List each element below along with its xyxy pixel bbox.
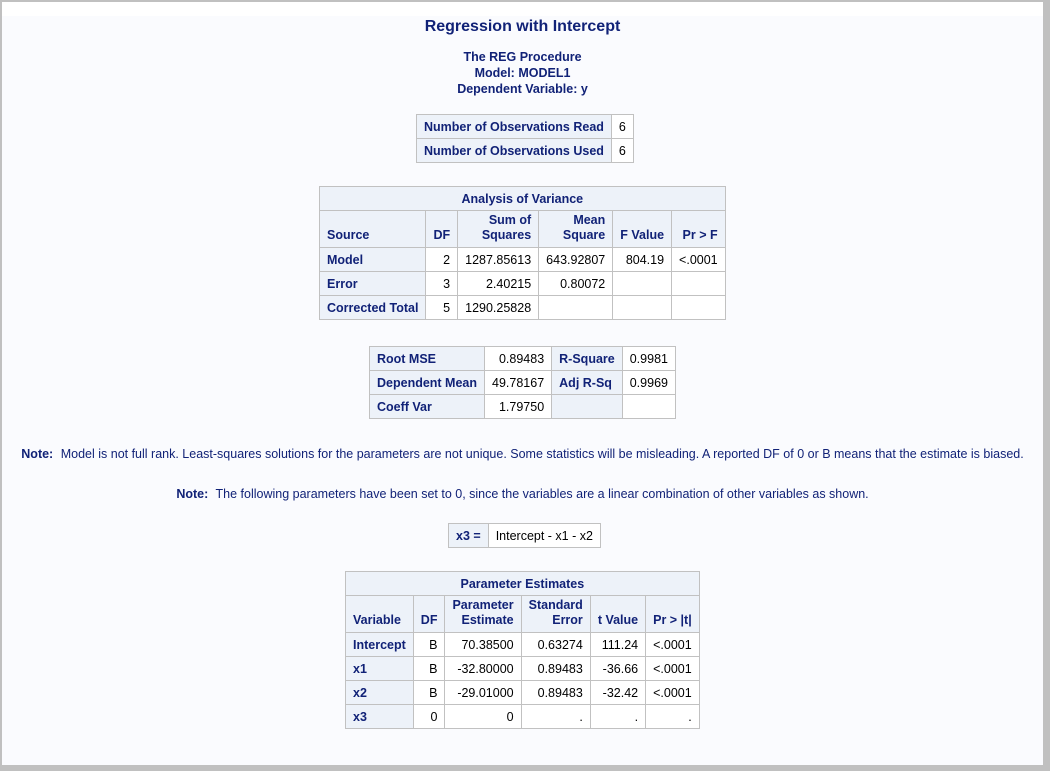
model-name: Model: MODEL1: [474, 66, 571, 80]
linear-combination-table: [448, 523, 601, 548]
row-header: x2: [346, 681, 414, 705]
cell: 6: [611, 115, 633, 139]
cell: 3: [426, 272, 458, 296]
cell: <.0001: [646, 681, 700, 705]
cell: 1290.25828: [458, 296, 539, 320]
column-header: [445, 596, 521, 633]
note-text: Model is not full rank. Least-squares solutions for the parameters are not unique. Some statistics will be misleading. A reported DF of 0 or B means that the estimate is biased.: [60, 447, 1024, 461]
table-row: [346, 681, 700, 705]
column-header: Pr > |t|: [646, 596, 700, 633]
table-row: [346, 633, 700, 657]
cell: 111.24: [590, 633, 645, 657]
cell: Intercept - x1 - x2: [488, 524, 600, 548]
cell: 0: [445, 705, 521, 729]
cell: [613, 272, 672, 296]
cell: 0.63274: [521, 633, 590, 657]
cell: 1287.85613: [458, 248, 539, 272]
cell: -36.66: [590, 657, 645, 681]
cell: 5: [426, 296, 458, 320]
cell: .: [590, 705, 645, 729]
row-header: Model: [320, 248, 426, 272]
note-label: Note:: [21, 447, 54, 461]
procedure-name: The REG Procedure: [463, 50, 582, 64]
row-header: Error: [320, 272, 426, 296]
column-header: Pr > F: [672, 211, 726, 248]
column-header: Variable: [346, 596, 414, 633]
column-header: F Value: [613, 211, 672, 248]
cell: 0.80072: [539, 272, 613, 296]
cell: 0.9981: [622, 347, 675, 371]
header-row: [346, 596, 700, 633]
procedure-info: [2, 49, 1043, 97]
cell: 49.78167: [485, 371, 552, 395]
column-header: DF: [426, 211, 458, 248]
cell: <.0001: [646, 633, 700, 657]
row-header: R-Square: [552, 347, 623, 371]
table-row: [320, 296, 726, 320]
cell: B: [413, 681, 445, 705]
table-row: [370, 371, 676, 395]
cell: <.0001: [672, 248, 726, 272]
cell: 2: [426, 248, 458, 272]
cell: 643.92807: [539, 248, 613, 272]
cell: 0.89483: [521, 657, 590, 681]
column-header: Source: [320, 211, 426, 248]
header-row: [320, 211, 726, 248]
cell: .: [521, 705, 590, 729]
table-row: [370, 395, 676, 419]
cell: 804.19: [613, 248, 672, 272]
header-line: Square: [562, 228, 606, 242]
row-header: Number of Observations Read: [417, 115, 612, 139]
cell: 0.89483: [521, 681, 590, 705]
cell: -29.01000: [445, 681, 521, 705]
cell: 70.38500: [445, 633, 521, 657]
row-header: Root MSE: [370, 347, 485, 371]
table-row: [417, 115, 634, 139]
cell: 0.89483: [485, 347, 552, 371]
cell: 6: [611, 139, 633, 163]
note-text: The following parameters have been set to 0, since the variables are a linear combination of other variables as shown.: [215, 487, 869, 501]
table-row: [417, 139, 634, 163]
fit-statistics-table: [369, 346, 676, 419]
table-row: [449, 524, 601, 548]
row-header: Corrected Total: [320, 296, 426, 320]
row-header: x3 =: [449, 524, 489, 548]
table-row: [320, 272, 726, 296]
cell: <.0001: [646, 657, 700, 681]
observations-table: [416, 114, 634, 163]
row-header: Adj R-Sq: [552, 371, 623, 395]
table-row: [320, 248, 726, 272]
cell: 2.40215: [458, 272, 539, 296]
cell: [672, 296, 726, 320]
cell: -32.80000: [445, 657, 521, 681]
anova-table: [319, 186, 726, 320]
table-row: [346, 657, 700, 681]
table-row: [370, 347, 676, 371]
header-line: Squares: [481, 228, 532, 242]
row-header: x1: [346, 657, 414, 681]
table-row: [346, 705, 700, 729]
column-header: DF: [413, 596, 445, 633]
parameter-estimates-table: [345, 571, 700, 729]
header-line: Mean: [573, 213, 606, 227]
page-title: Regression with Intercept: [424, 18, 621, 35]
note-label: Note:: [176, 487, 209, 501]
header-line: Error: [552, 613, 583, 627]
table-caption: Parameter Estimates: [346, 572, 700, 596]
cell: [539, 296, 613, 320]
cell: [622, 395, 675, 419]
cell: .: [646, 705, 700, 729]
cell: [672, 272, 726, 296]
column-header: [458, 211, 539, 248]
cell: B: [413, 633, 445, 657]
dependent-variable: Dependent Variable: y: [457, 82, 588, 96]
row-header: Intercept: [346, 633, 414, 657]
cell: [613, 296, 672, 320]
zero-note: [2, 487, 1043, 501]
row-header: [552, 395, 623, 419]
table-caption: Analysis of Variance: [320, 187, 726, 211]
row-header: Number of Observations Used: [417, 139, 612, 163]
results-viewer: [2, 2, 1043, 765]
cell: 0: [413, 705, 445, 729]
header-line: Standard: [528, 598, 583, 612]
row-header: Coeff Var: [370, 395, 485, 419]
header-line: Parameter: [452, 598, 514, 612]
cell: 0.9969: [622, 371, 675, 395]
cell: B: [413, 657, 445, 681]
header-line: Estimate: [461, 613, 514, 627]
column-header: t Value: [590, 596, 645, 633]
cell: 1.79750: [485, 395, 552, 419]
row-header: Dependent Mean: [370, 371, 485, 395]
header-line: Sum of: [488, 213, 532, 227]
row-header: x3: [346, 705, 414, 729]
cell: -32.42: [590, 681, 645, 705]
column-header: [521, 596, 590, 633]
column-header: [539, 211, 613, 248]
rank-note: [2, 447, 1043, 461]
